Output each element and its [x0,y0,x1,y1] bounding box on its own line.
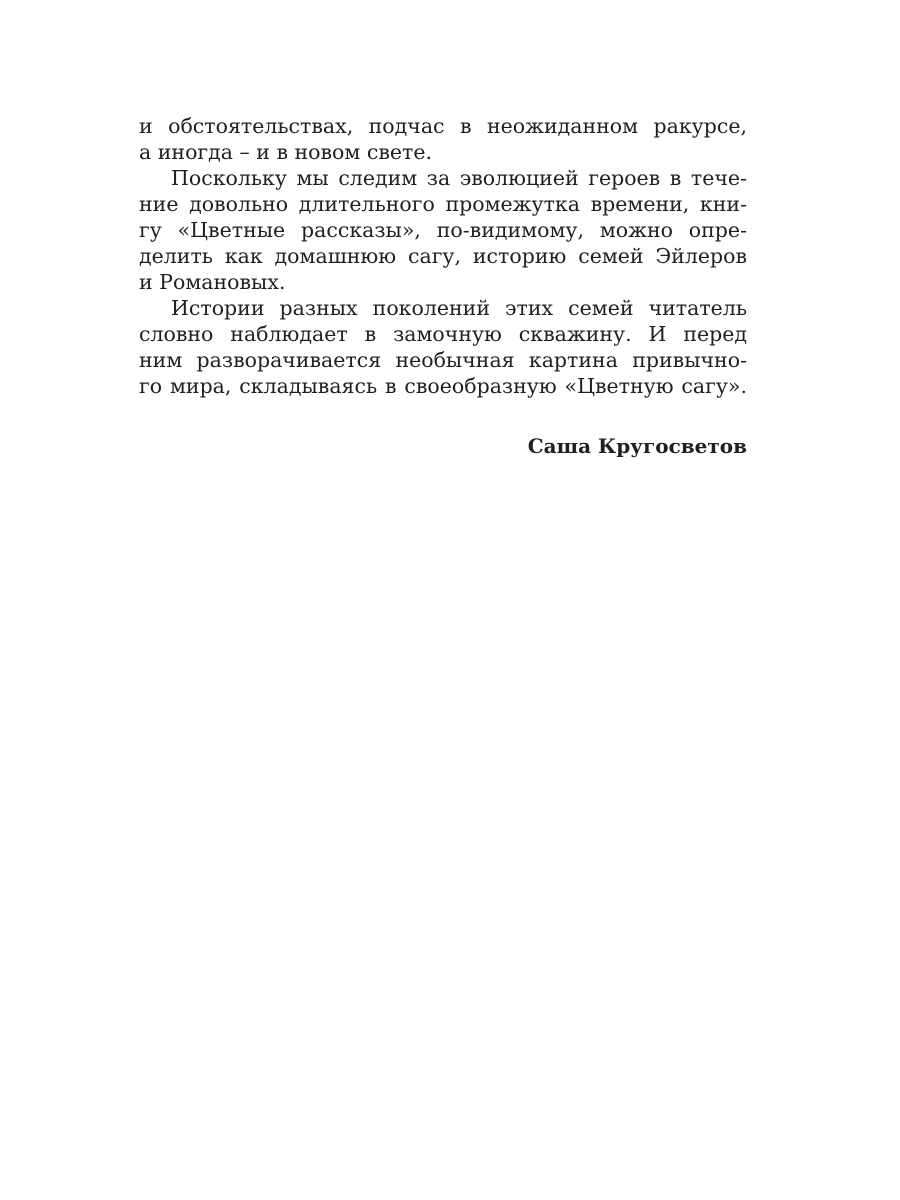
paragraph-3 [139,295,747,399]
text-line: а иногда – и в новом свете. [139,140,433,164]
text-line: словно наблюдает в замочную скважину. И перед [139,322,747,346]
text-line: и обстоятельствах, подчас в неожиданном ракурсе, [139,114,747,138]
text-line: ние довольно длительного промежутка времени, кни- [139,192,747,216]
paragraph-2 [139,165,747,295]
text-line: гу «Цветные рассказы», по-видимому, можно опре- [139,218,747,242]
paragraph-1 [139,113,747,165]
text-line: го мира, складываясь в своеобразную «Цветную сагу». [139,374,747,398]
text-line: Поскольку мы следим за эволюцией героев в тече- [171,166,747,190]
text-line: делить как домашнюю сагу, историю семей Эйлеров [139,244,747,268]
text-line: ним разворачивается необычная картина привычно- [139,348,747,372]
text-line: и Романовых. [139,270,286,294]
author-signature: Саша Кругосветов [527,434,747,458]
body-text [139,113,747,399]
text-line: Истории разных поколений этих семей читатель [171,296,747,320]
